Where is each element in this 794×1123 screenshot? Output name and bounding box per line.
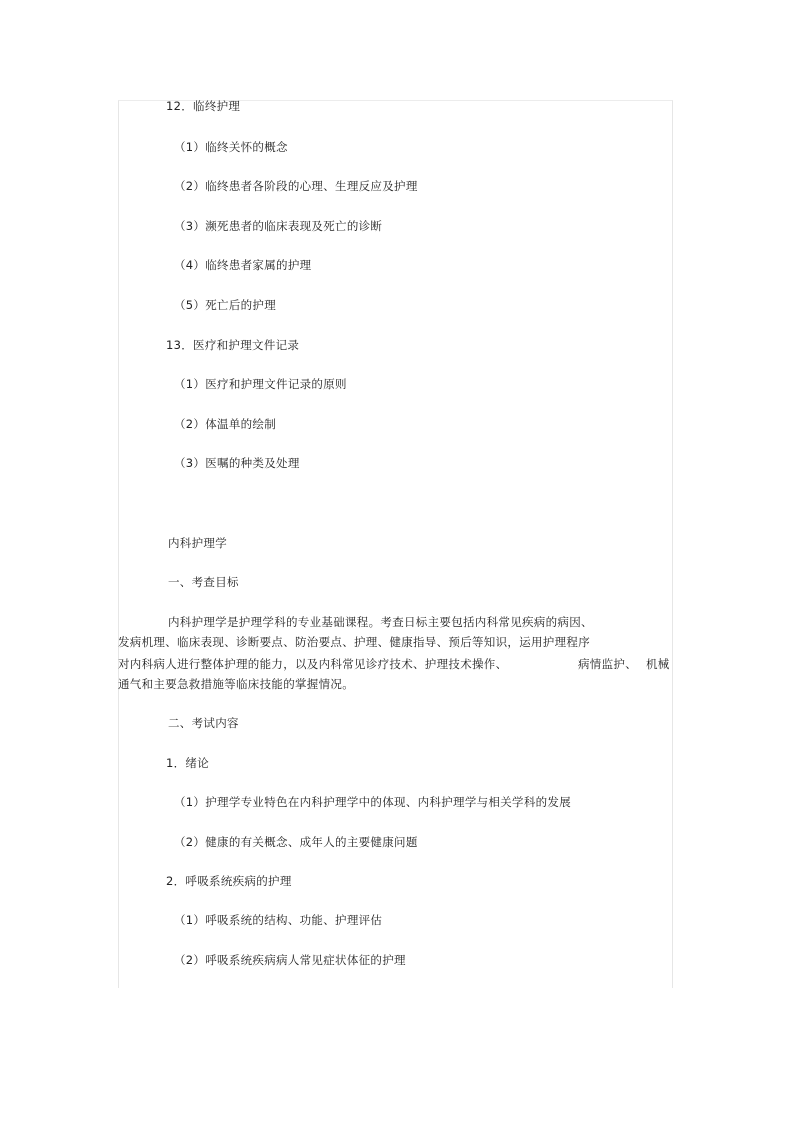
section-13-item-2: （2）体温单的绘制 [174,417,277,431]
section-13-item-3: （3）医嘱的种类及处理 [174,456,300,470]
goal-paragraph-line-4: 通气和主要急救措施等临床技能的掌握情况。 [118,677,354,691]
course-title: 内科护理学 [168,536,227,550]
section-12-item-3: （3）濒死患者的临床表现及死亡的诊断 [174,219,383,233]
section-2-title: 2．呼吸系统疾病的护理 [166,874,292,888]
section-1-item-2: （2）健康的有关概念、成年人的主要健康问题 [174,835,418,849]
section-1-title: 1．绪论 [166,756,210,770]
section-1-item-1: （1）护理学专业特色在内科护理学中的体现、内科护理学与相关学科的发展 [174,795,572,809]
section-2-item-1: （1）呼吸系统的结构、功能、护理评估 [174,913,383,927]
section-12-item-5: （5）死亡后的护理 [174,298,277,312]
section-13-title: 13．医疗和护理文件记录 [166,338,300,352]
section-12-title: 12．临终护理 [166,99,241,113]
section-12-item-2: （2）临终患者各阶段的心理、生理反应及护理 [174,179,418,193]
goal-paragraph-line-2: 发病机理、临床表现、诊断要点、防治要点、护理、健康指导、预后等知识，运用护理程序 [118,635,590,649]
section-13-item-1: （1）医疗和护理文件记录的原则 [174,377,347,391]
content-heading: 二、考试内容 [168,716,239,730]
goal-paragraph-line-3: 对内科病人进行整体护理的能力，以及内科常见诊疗技术、护理技术操作、 [118,657,508,671]
goal-paragraph-line-3-tail-a: 病情监护、 [578,657,637,671]
section-2-item-2: （2）呼吸系统疾病病人常见症状体征的护理 [174,953,406,967]
goal-heading: 一、考查目标 [168,575,239,589]
goal-paragraph-line-1: 内科护理学是护理学科的专业基础课程。考查日标主要包括内科常见疾病的病因、 [168,615,593,629]
goal-paragraph-line-3-tail-b: 机械 [646,657,670,671]
section-12-item-1: （1）临终关怀的概念 [174,140,288,154]
section-12-item-4: （4）临终患者家属的护理 [174,258,312,272]
